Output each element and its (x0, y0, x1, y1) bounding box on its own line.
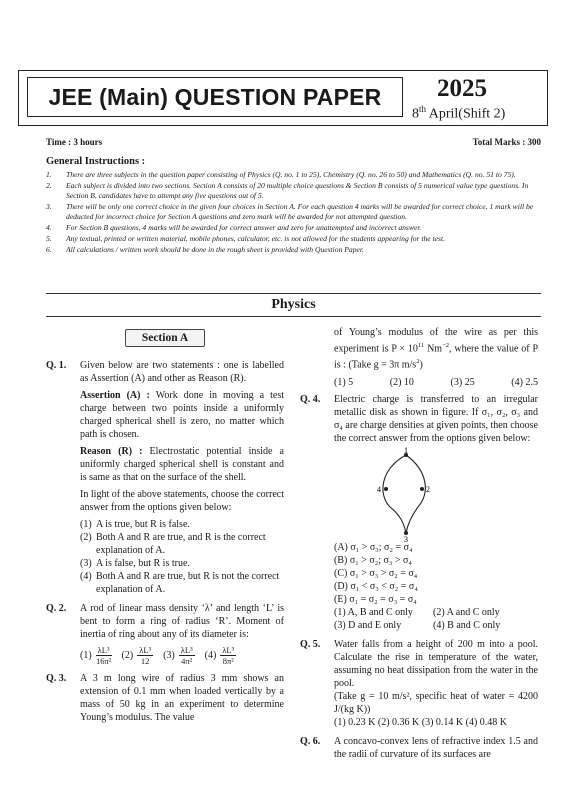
statement: (E) σ₁ = σ₂ = σ₃ = σ₄ (334, 593, 417, 605)
question-number: Q. 6. (300, 735, 321, 747)
right-column (300, 326, 538, 767)
option: (3) A is false, but R is true. (80, 558, 190, 569)
question-number: Q. 4. (300, 393, 321, 405)
option: (4) Both A and R are true, but R is not the correct explanation of A. (80, 571, 280, 595)
instruction-item: 5. Any textual, printed or written material, mobile phones, calculator, etc. is not allowed for the students appearing for the test. (46, 234, 446, 243)
question-5 (300, 638, 538, 729)
instruction-item: 2. Each subject is divided into two sections. Section A consists of 20 multiple choice questions & Section B consists of 5 numerical value type questions. In Section B, candidates have to attempt any five questions out of 5. (46, 181, 529, 200)
point-4-dot (384, 487, 388, 491)
instruction-item: 6. All calculations / written work should be done in the rough sheet is provided with Question Paper. (46, 245, 364, 254)
total-marks-label: Total Marks : 300 (472, 137, 541, 147)
metallic-disk-figure (366, 445, 446, 544)
statement: (A) σ₁ > σ₃; σ₂ = σ₄ (334, 541, 413, 553)
question-number: Q. 1. (46, 360, 67, 371)
question-stem: A 3 m long wire of radius 3 mm shows an extension of 0.1 mm when loaded vertically by a mass of 50 kg in an experiment to determine Young’s modulus. The value (80, 673, 284, 723)
time-label: Time : 3 hours (46, 137, 103, 147)
option-fraction: $\frac{\text{λL³}}{12}$ (139, 645, 152, 666)
point-2-dot (420, 487, 424, 491)
fraction-options: (1) $\frac{\text{λL³}}{\text{16π²}}$ (2) $\frac{\text{λL³}}{12}$ (3) $\frac{\text{λL³}}{\text{4π²}}$ (4) $\frac{\text{λL³}}{\text{8π²}}$ (80, 645, 235, 666)
options-row: (3) D and E only (4) B and C only (334, 619, 501, 631)
exam-shift: 8th April(Shift 2) (412, 104, 506, 122)
point-2-label: 2 (426, 484, 430, 494)
question-stem: Electric charge is transferred to an irregular metallic disk as shown in figure. If σ₁, σ₂, σ₃ and σ₄ are charge densities at given points, then choose the correct answer from the options given below: (334, 393, 538, 444)
question-stem: Water falls from a height of 200 m into a pool. Calculate the rise in temperature of the water, assuming no heat dissipation from the water in the pool. (334, 638, 538, 689)
point-1-label: 1 (404, 445, 408, 455)
reason: Reason (R) : Electrostatic potential inside a uniformly charged spherical shell is constant and is same as that on the surface of the shell. (80, 446, 284, 483)
options-row: (1) A, B and C only (2) A and C only (334, 606, 500, 618)
statement: (B) σ₁ > σ₂; σ₃ > σ₄ (334, 554, 412, 566)
point-4-label: 4 (377, 484, 381, 494)
point-3-label: 3 (404, 534, 408, 544)
question-stem: Given below are two statements : one is labelled as Assertion (A) and other as Reason (R). (80, 360, 284, 384)
instructions-title: General Instructions : (46, 156, 146, 167)
options-row: (1) 0.23 K (2) 0.36 K (3) 0.14 K (4) 0.48 K (334, 716, 508, 728)
instructions-list (46, 170, 541, 256)
option-fraction: $\frac{\text{λL³}}{\text{4π²}}$ (180, 645, 193, 666)
question-3-continued (300, 326, 538, 389)
question-number: Q. 5. (300, 638, 321, 650)
paper-title: JEE (Main) QUESTION PAPER (48, 83, 382, 110)
instruction-item: 4. For Section B questions, 4 marks will be awarded for correct answer and zero for unattempted and incorrect answer. (46, 223, 422, 232)
question-3 (46, 672, 284, 724)
question-6 (300, 735, 538, 761)
disk-outline (383, 455, 425, 533)
subject-title: Physics (271, 297, 316, 312)
question-number: Q. 2. (46, 603, 67, 614)
title-frame (27, 77, 403, 117)
question-stem: A rod of linear mass density ‘λ’ and length ‘L’ is bent to form a ring of radius ‘R’. Moment of inertia of ring about any of its diameter is: (80, 603, 284, 640)
statement: (C) σ₁ > σ₃ > σ₂ = σ₄ (334, 567, 418, 579)
options-list (80, 518, 284, 596)
options-row: (1) 5 (2) 10 (3) 25 (4) 2.5 (334, 376, 538, 388)
option-fraction: $\frac{\text{λL³}}{\text{8π²}}$ (222, 645, 235, 666)
instruction-item: 1. There are three subjects in the question paper consisting of Physics (Q. no. 1 to 25), Chemistry (Q. no. 26 to 50) and Mathematics (Q. no. 51 to 75). (46, 170, 516, 179)
option: (2) Both A and R are true, and R is the correct explanation of A. (80, 532, 266, 556)
question-stem-continued: of Young’s modulus of the wire as per this experiment is $P \times 10^{11}$ $Nm^{-2}$, where the value of P is : (Take g = 3π $m/s^2$) (334, 327, 539, 371)
left-column (46, 322, 284, 730)
exam-year: 2025 (437, 75, 487, 102)
instruction-item: 3. There will be only one correct choice in the given four choices in Section A. For each question 4 marks will be awarded for correct choice, 1 mark will be deducted for incorrect choice for Section A questions and zero mark will be awarded for not attempted question. (46, 202, 534, 221)
statement: (D) σ₁ < σ₃ < σ₂ = σ₄ (334, 580, 418, 592)
question-stem: A concavo-convex lens of refractive index 1.5 and the radii of curvature of its surfaces are (334, 735, 538, 760)
header-box (18, 70, 548, 126)
question-given: (Take g = 10 m/s², specific heat of water = 4200 J/(kg K)) (334, 690, 538, 715)
option: (1) A is true, but R is false. (80, 519, 190, 530)
section-badge: Section A (125, 329, 205, 347)
question-2 (46, 602, 284, 666)
question-4 (300, 393, 538, 632)
option-fraction: $\frac{\text{λL³}}{\text{16π²}}$ (95, 645, 112, 666)
question-prompt: In light of the above statements, choose the correct answer from the options given below: (80, 489, 284, 513)
question-number: Q. 3. (46, 673, 67, 684)
subject-heading (46, 293, 541, 317)
assertion: Assertion (A) : Work done in moving a test charge between two points inside a uniformly charged spherical shell is zero, no matter which path is chosen. (80, 390, 285, 440)
question-1 (46, 359, 284, 596)
